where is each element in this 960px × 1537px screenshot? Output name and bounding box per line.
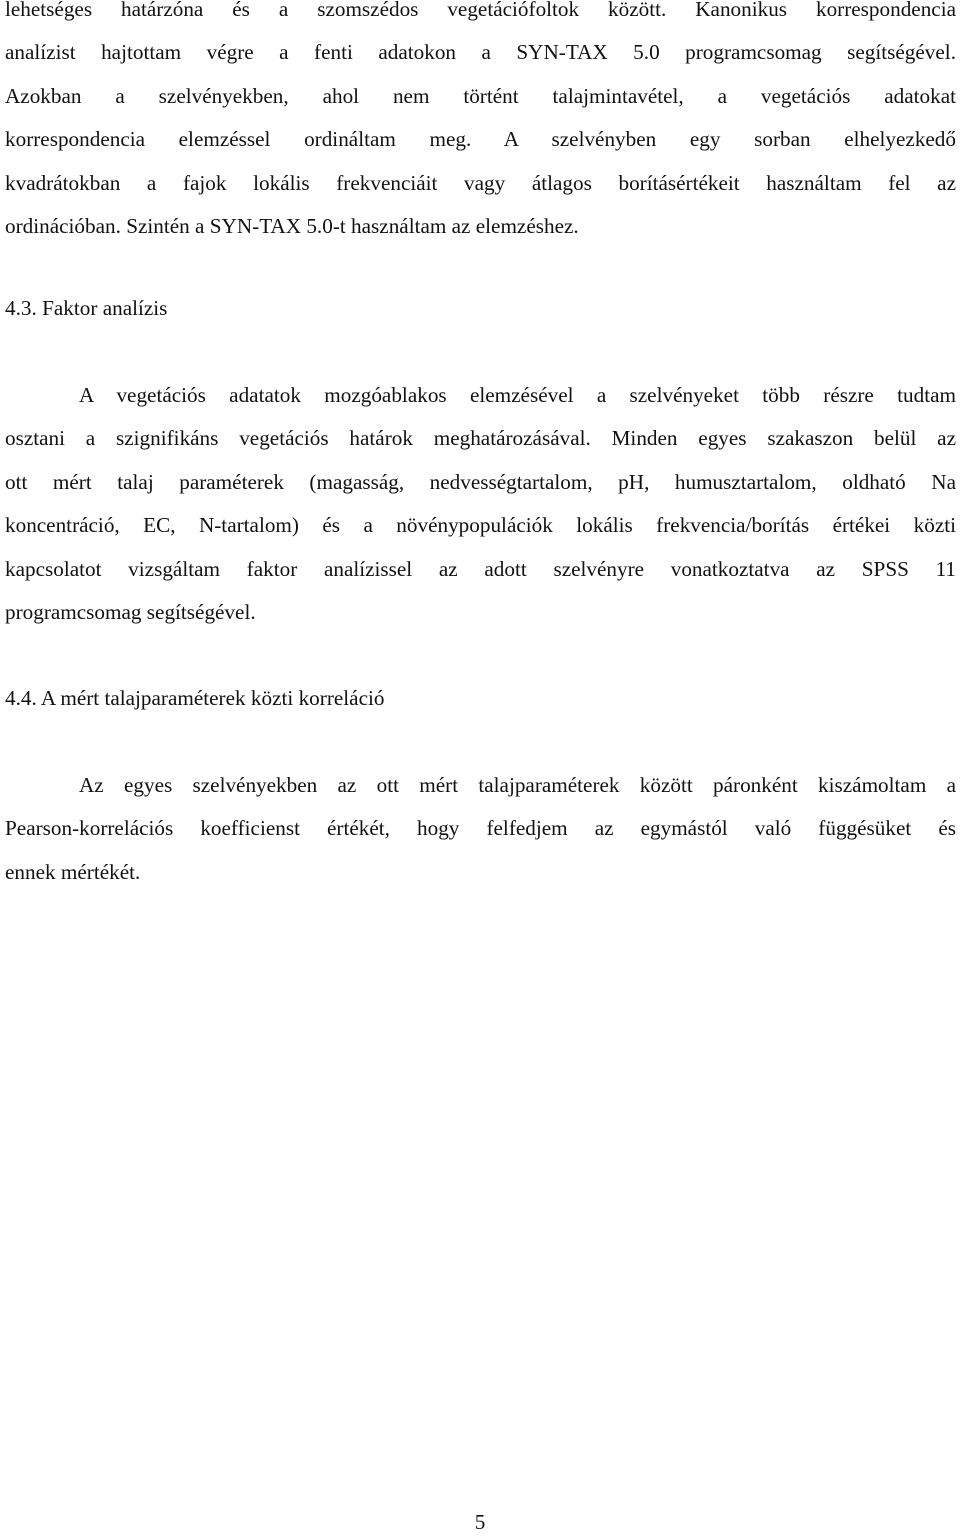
page-number: 5 [474, 1510, 486, 1534]
text-line: Az egyes szelvényekben az ott mért talajparaméterek között páronként kiszámoltam a [79, 773, 956, 797]
text-line: koncentráció, EC, N-tartalom) és a növénypopulációk lokális frekvencia/borítás értékei közti [5, 513, 956, 538]
section-heading-4-3: 4.3. Faktor analízis [5, 296, 168, 320]
text-line: A vegetációs adatatok mozgóablakos elemzésével a szelvényeket több részre tudtam [79, 383, 956, 407]
text-line: kapcsolatot vizsgáltam faktor analízissel az adott szelvényre vonatkoztatva az SPSS 11 [5, 556, 956, 581]
text-line: lehetséges határzóna és a szomszédos vegetációfoltok között. Kanonikus korrespondencia [5, 0, 956, 21]
paragraph-canonical-analysis [5, 0, 956, 248]
text-line: programcsomag segítségével. [5, 600, 256, 625]
text-line: osztani a szignifikáns vegetációs határok meghatározásával. Minden egyes szakaszon belül az [5, 426, 956, 451]
text-line: kvadrátokban a fajok lokális frekvenciáit vagy átlagos borításértékeit használtam fel az [5, 170, 956, 195]
text-line: ordinációban. Szintén a SYN-TAX 5.0-t használtam az elemzéshez. [5, 214, 579, 239]
paragraph-correlation [5, 764, 956, 894]
text-line: ennek mértékét. [5, 859, 141, 884]
text-line: ott mért talaj paraméterek (magasság, nedvességtartalom, pH, humusztartalom, oldható Na [5, 469, 956, 494]
paragraph-factor-analysis [5, 374, 956, 634]
text-line: analízist hajtottam végre a fenti adatokon a SYN-TAX 5.0 programcsomag segítségével. [5, 40, 956, 65]
text-line: Pearson-korrelációs koefficienst értékét, hogy felfedjem az egymástól való függésüket és [5, 816, 956, 841]
text-line: korrespondencia elemzéssel ordináltam meg. A szelvényben egy sorban elhelyezkedő [5, 127, 956, 152]
section-heading-4-4: 4.4. A mért talajparaméterek közti korreláció [5, 686, 385, 710]
text-line: Azokban a szelvényekben, ahol nem történt talajmintavétel, a vegetációs adatokat [5, 83, 956, 108]
